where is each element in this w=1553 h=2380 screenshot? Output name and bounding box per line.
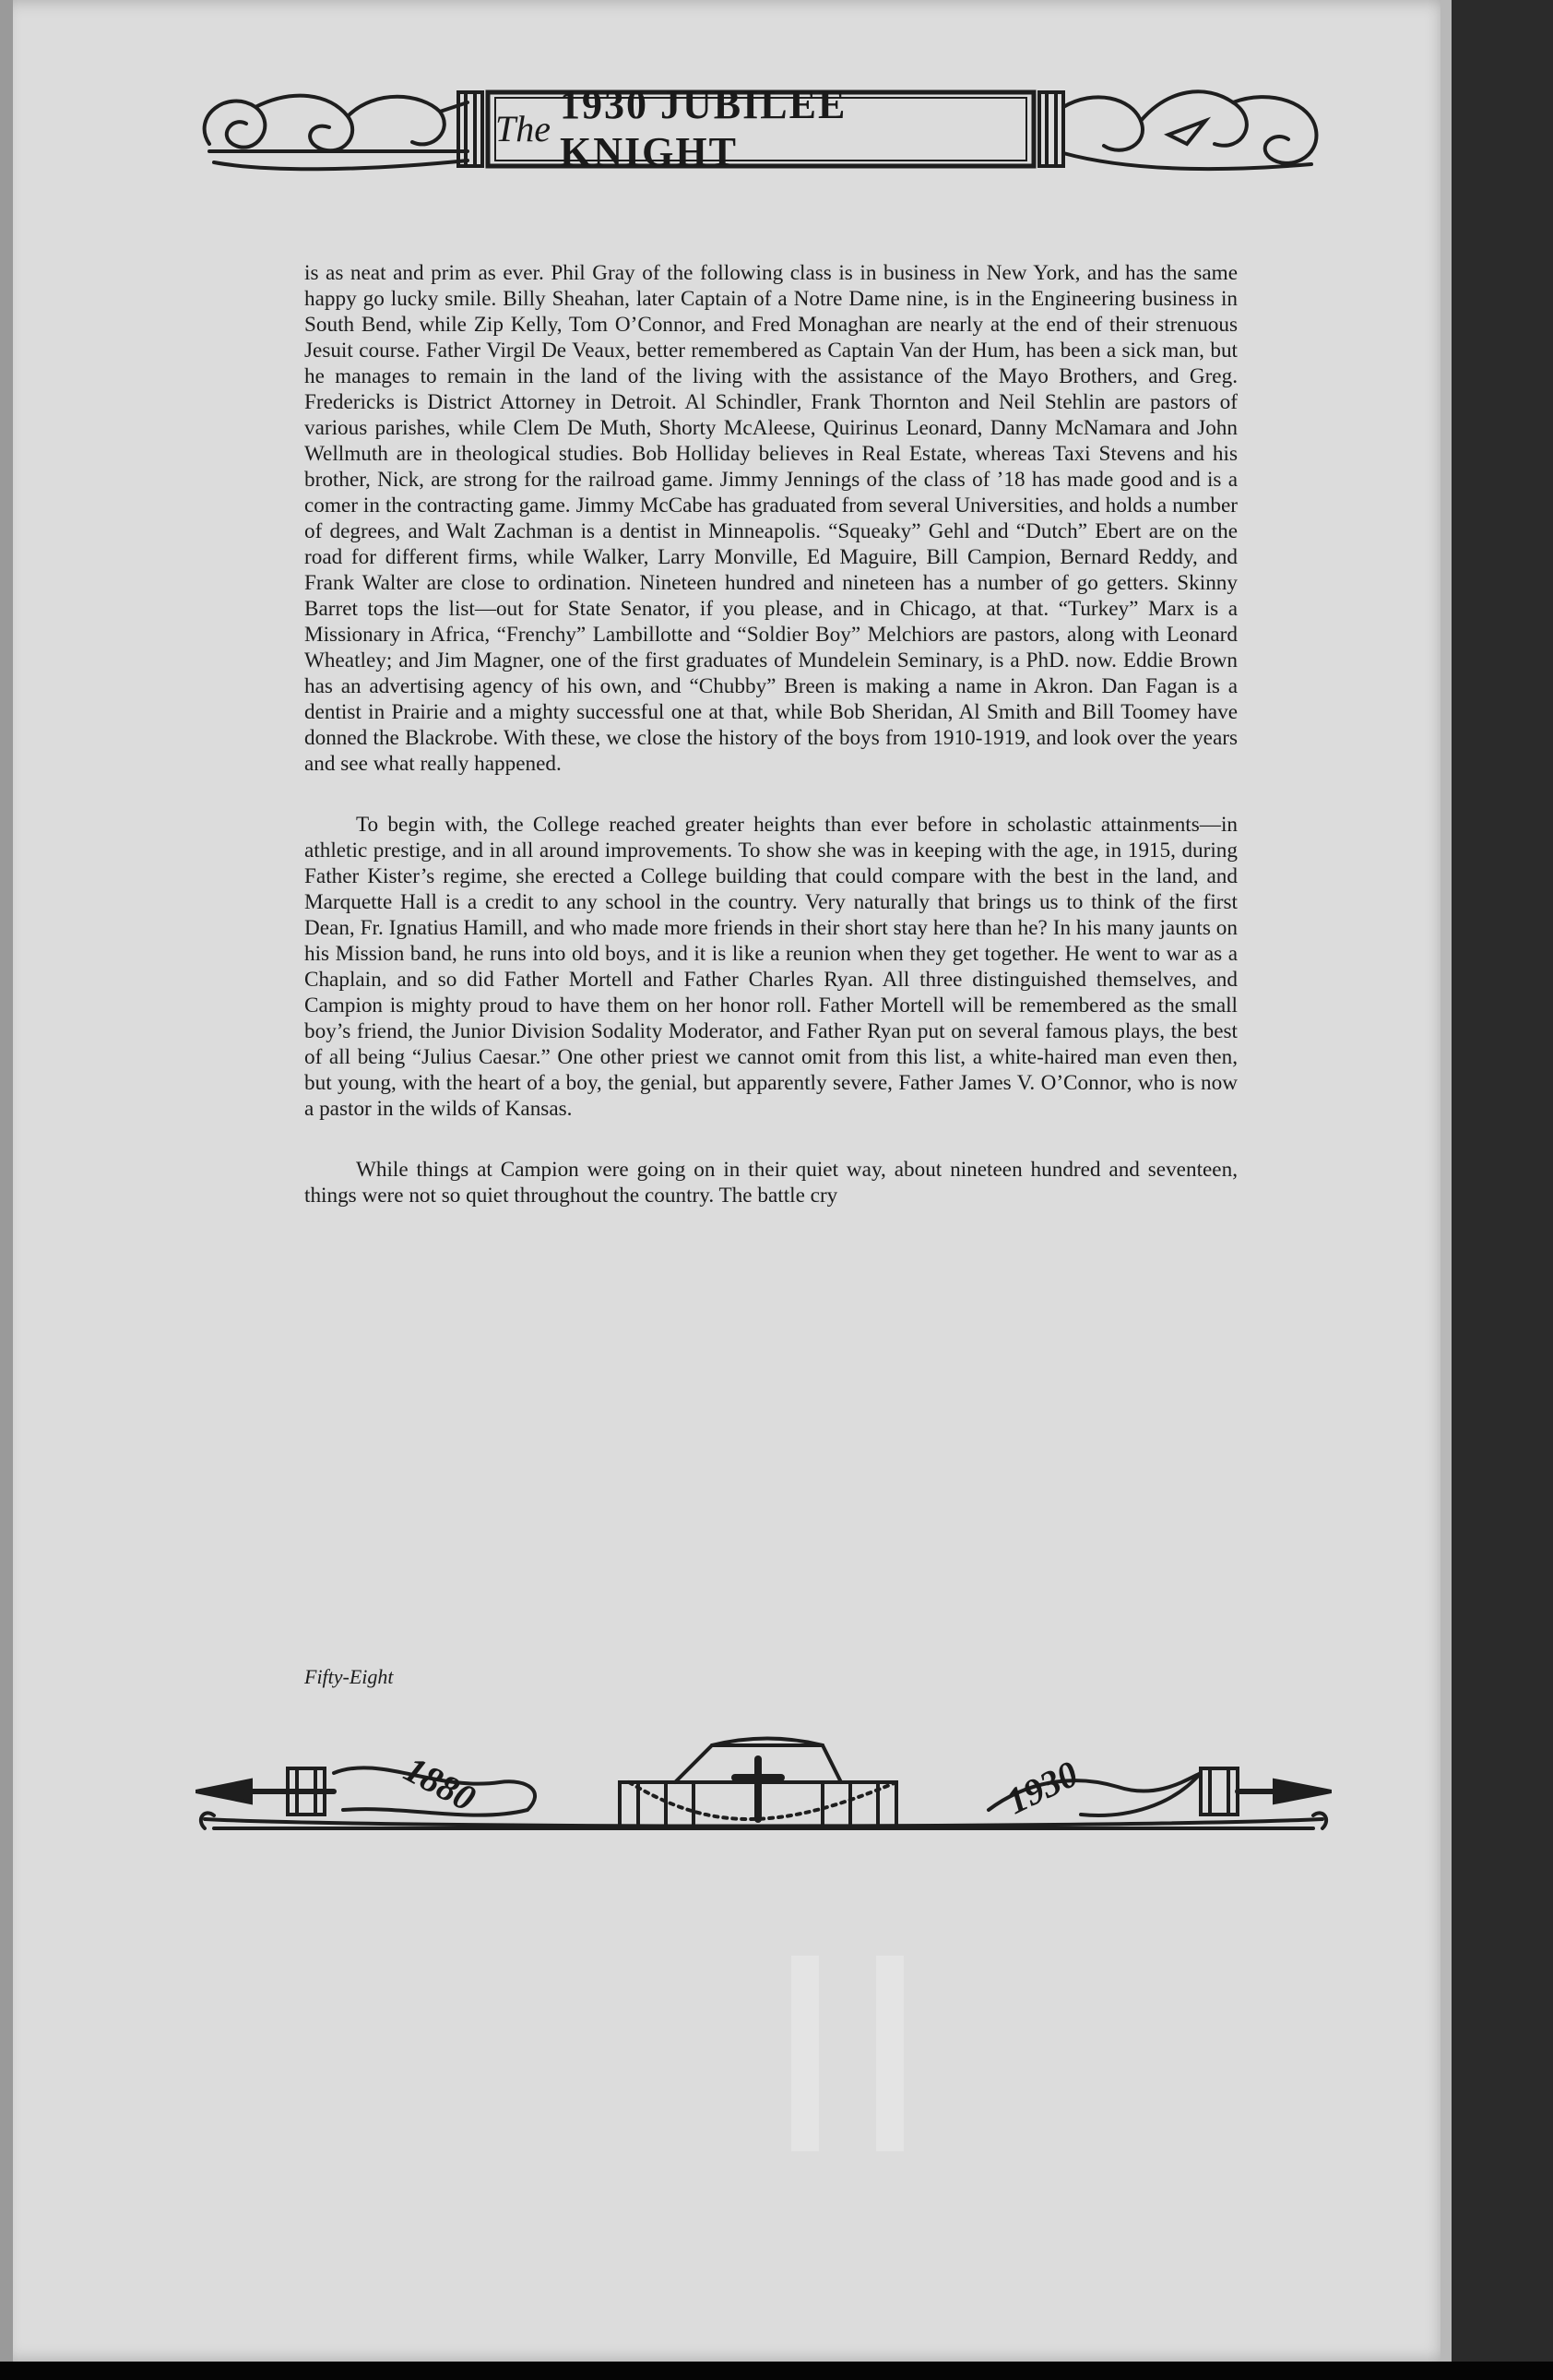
page-right-edge xyxy=(1440,0,1452,2362)
title-prefix: The xyxy=(495,107,551,149)
scanner-margin xyxy=(1439,0,1553,2366)
footer-banner xyxy=(196,1718,1332,1847)
publication-title xyxy=(495,82,1028,174)
year-1880: 1880 xyxy=(397,1747,482,1820)
footer-ornament-icon xyxy=(196,1718,1332,1847)
scanner-light-bar-2 xyxy=(876,1956,904,2151)
year-1930: 1930 xyxy=(1000,1752,1085,1823)
header-banner xyxy=(191,79,1330,181)
page-number: Fifty-Eight xyxy=(304,1665,394,1688)
paragraph-1: is as neat and prim as ever. Phil Gray of the following class is in business in New York, and has the same happy go lucky smile. Billy Sheahan, later Captain of a Notre Dame nine, is in the Engineering business in South Bend, while Zip Kelly, Tom O’Connor, and Fred Monaghan are nearly at the end of their strenuous Jesuit course. Father Virgil De Veaux, better remembered as Captain Van der Hum, has been a sick man, but he manages to remain in the land of the living with the assistance of the Mayo Brothers, and Greg. Fredericks is District Attorney in Detroit. Al Schindler, Frank Thornton and Neil Stehlin are pastors of various parishes, while Clem De Muth, Shorty McAleese, Quirinus Leonard, Danny McNamara and John Wellmuth are in theological studies. Bob Holliday believes in Real Estate, whereas Taxi Stevens and his brother, Nick, are strong for the railroad game. Jimmy Jennings of the class of ’18 has made good and is a comer in the contracting game. Jimmy McCabe has graduated from several Universities, and holds a number of degrees, and Walt Zachman is a dentist in Minneapolis. “Squeaky” Gehl and “Dutch” Ebert are on the road for different firms, while Walker, Larry Monville, Ed Maguire, Bill Campion, Bernard Reddy, and Frank Walter are close to ordination. Nineteen hundred and nineteen has a number of go getters. Skinny Barret tops the list—out for State Senator, if you please, and in Chicago, at that. “Turkey” Marx is a Missionary in Africa, “Frenchy” Lambillotte and “Soldier Boy” Melchiors are pastors, along with Leonard Wheatley; and Jim Magner, one of the first graduates of Mundelein Seminary, is a PhD. now. Eddie Brown has an advertising agency of his own, and “Chubby” Breen is making a name in Akron. Dan Fagan is a dentist in Prairie and a mighty successful one at that, while Bob Sheridan, Al Smith and Bill Toomey have donned the Blackrobe. With these, we close the history of the boys from 1910-1919, and look over the years and see what really happened. xyxy=(304,261,1238,776)
paragraph-3: While things at Campion were going on in their quiet way, about nineteen hundred and seventeen, things were not so quiet throughout the country. The battle cry xyxy=(304,1158,1238,1208)
scan-bottom-margin xyxy=(0,2362,1553,2380)
article-body xyxy=(304,260,1238,1208)
title-main: 1930 JUBILEE KNIGHT xyxy=(560,82,848,174)
paragraph-2: To begin with, the College reached greater heights than ever before in scholastic attainments—in athletic prestige, and in all around improvements. To show she was in keeping with the age, in 1915, during Father Kister’s regime, she erected a College building that could compare with the best in the land, and Marquette Hall is a credit to any school in the country. Very naturally that brings us to think of the first Dean, Fr. Ignatius Hamill, and who made more friends in their short stay here than he? In his many jaunts on his Mission band, he runs into old boys, and it is like a reunion when they get together. He went to war as a Chaplain, and so did Father Mortell and Father Charles Ryan. All three distinguished themselves, and Campion is mighty proud to have them on her honor roll. Father Mortell will be remembered as the small boy’s friend, the Junior Division Sodality Moderator, and Father Ryan put on several famous plays, the best of all being “Julius Caesar.” One other priest we cannot omit from this list, a white-haired man even then, but young, with the heart of a boy, the genial, but apparently severe, Father James V. O’Connor, who is now a pastor in the wilds of Kansas. xyxy=(304,813,1238,1121)
scanner-light-bar-1 xyxy=(791,1956,819,2151)
